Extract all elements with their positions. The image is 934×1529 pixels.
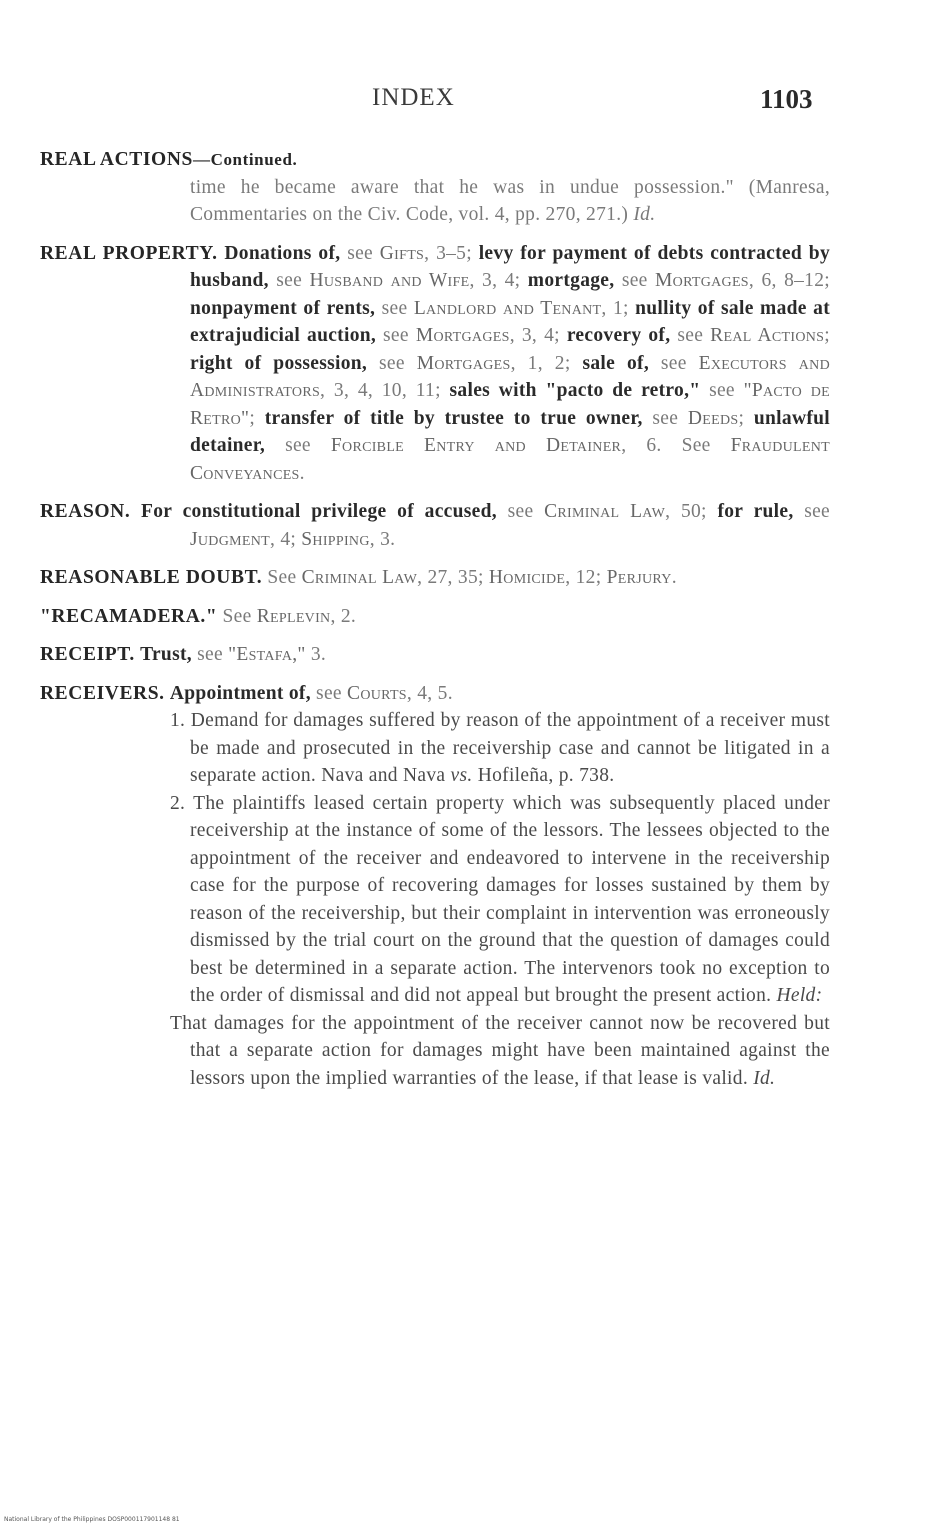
cross-ref: Perjury: [606, 567, 672, 588]
ref-nums: , 2.: [330, 605, 357, 627]
cross-ref: Deeds: [687, 407, 739, 429]
entry-heading: REASON.: [40, 501, 131, 522]
ref-nums: , 3, 4;: [469, 270, 528, 291]
index-entries: [40, 146, 830, 1103]
see-text: See: [217, 605, 257, 627]
cross-ref: Criminal Law: [301, 567, 418, 588]
see-text: see: [793, 501, 831, 522]
holding-text: That damages for the appointment of the receiver cannot now be recovered but that a separate action for damages might have been maintained against the lessors upon the implied warranties of the lease, if that lease is valid.: [170, 1012, 830, 1089]
entry-recamadera: [40, 603, 830, 631]
subentry: recovery of,: [566, 325, 671, 346]
ref-nums: ;: [738, 407, 754, 429]
cross-ref: Replevin: [256, 605, 331, 627]
entry-real-actions: [40, 146, 830, 229]
cross-ref: "Pacto de Retro": [190, 380, 831, 429]
see-text: see: [642, 407, 688, 429]
ref-nums: , 27, 35;: [417, 567, 489, 588]
entry-heading: "RECAMADERA.": [40, 605, 218, 627]
entry-heading: RECEIVERS.: [40, 682, 165, 704]
page-number: 1103: [760, 84, 813, 114]
subentry: Trust,: [140, 644, 192, 665]
cross-ref: Fraudulent Conveyances: [190, 435, 830, 484]
see-text: see: [376, 325, 416, 346]
ref-nums: , 3–5;: [424, 242, 479, 264]
paragraph-number: 1.: [170, 710, 186, 731]
see-text: see: [375, 297, 414, 319]
see-text: see: [700, 380, 744, 401]
entry-heading: REASONABLE DOUBT.: [40, 567, 263, 588]
ref-nums: , 50;: [665, 501, 718, 522]
running-head: [0, 84, 934, 124]
cross-ref: Judgment: [190, 528, 270, 550]
ref-nums: , 3, 4;: [509, 325, 567, 346]
subentry: levy for payment of debts contracted by husband,: [190, 242, 830, 291]
ref-nums: , 6, 8–12;: [748, 270, 830, 291]
see-text: see: [496, 501, 545, 522]
entry-text-body: time he became aware that he was in undue possession." (Manresa, Commentaries on the Civ. Code, vol. 4, pp. 270, 271.): [190, 176, 830, 225]
cross-ref: Courts: [347, 682, 407, 704]
cross-ref: Shipping: [301, 528, 370, 550]
cross-ref: Gifts: [379, 242, 425, 264]
entry-ref: Id.: [633, 204, 656, 225]
holding-paragraph: [40, 1010, 830, 1093]
cross-ref: Criminal Law: [544, 501, 666, 522]
ref-nums: , 3.: [369, 528, 396, 550]
entry-receipt: [40, 641, 830, 669]
entry-heading: REAL ACTIONS: [40, 149, 193, 170]
ref-nums: , 3, 4, 10, 11;: [320, 380, 450, 401]
subentry: nullity of sale made at extrajudicial auction,: [190, 297, 830, 346]
entry-heading: REAL PROPERTY.: [40, 242, 218, 264]
see-text: see: [649, 352, 699, 374]
ref-nums: 3.: [305, 644, 327, 665]
continued-label: —Continued.: [192, 150, 298, 169]
subentry: for rule,: [717, 501, 794, 522]
subentry: sale of,: [582, 352, 649, 374]
paragraph-number: 2.: [170, 792, 186, 814]
subentry: For constitutional privilege of accused,: [141, 501, 497, 522]
ref-nums: ;: [249, 407, 265, 429]
subentry: sales with "pacto de retro,": [449, 380, 701, 401]
entry-ref: Id.: [753, 1067, 776, 1089]
cross-ref: Executors and Administrators: [190, 352, 830, 401]
ref-nums: , 4, 5.: [406, 682, 453, 704]
numbered-paragraph: [40, 707, 830, 790]
subentry: unlawful detainer,: [190, 407, 830, 456]
see-text: see: [310, 682, 348, 704]
see-text: see: [670, 325, 711, 346]
ref-nums: ;: [824, 325, 830, 346]
ref-nums: , 4;: [269, 528, 302, 550]
see-text: see: [340, 242, 380, 264]
scan-footer: National Library of the Philippines DOSP000117901148 81: [4, 1516, 180, 1523]
see-text: see: [367, 352, 417, 374]
cross-ref: Husband and Wife: [309, 270, 470, 291]
see-text: see: [614, 270, 656, 291]
ref-nums: .: [671, 567, 677, 588]
subentry: right of possession,: [190, 352, 368, 374]
running-head-title: INDEX: [372, 84, 455, 111]
see-text: see: [191, 644, 229, 665]
entry-receivers: [40, 680, 830, 1093]
ref-nums: .: [299, 462, 305, 484]
ref-nums: , 1, 2;: [510, 352, 583, 374]
paragraph-text: Demand for damages suffered by reason of the appointment of a receiver must be made and prosecuted in the receivership case and cannot be litigated in a separate action. Nava and Nava: [190, 710, 830, 786]
cross-ref: "Estafa,": [228, 644, 306, 665]
see-text: see: [268, 270, 310, 291]
ref-nums: , 1;: [601, 297, 636, 319]
subentry: transfer of title by trustee to true owner,: [264, 407, 643, 429]
paragraph-text: The plaintiffs leased certain property which was subsequently placed under receivership at the instance of some of the lessors. The lessees objected to the appointment of the receiver and endeavored to intervene in the receivership case for the purpose of recovering damages for losses sustained by them by reason of the receivership, but their complaint in intervention was erroneously dismissed by the trial court on the ground that the question of damages could best be determined in a separate action. The intervenors took no exception to the order of dismissal and did not appeal but brought the present action.: [190, 792, 830, 1006]
ref-nums: , 6. See: [621, 435, 731, 456]
versus-abbrev: vs.: [450, 765, 473, 786]
see-text: See: [262, 567, 302, 588]
cross-ref: Mortgages: [655, 270, 749, 291]
cross-ref: Homicide: [488, 567, 566, 588]
cross-ref: Real Actions: [710, 325, 825, 346]
paragraph-text-end: Hofileña, p. 738.: [472, 765, 615, 786]
entry-text: [40, 174, 830, 229]
entry-real-property: [40, 240, 830, 488]
entry-reason: [40, 498, 830, 553]
see-text: see: [265, 435, 331, 456]
subentry: Donations of,: [224, 242, 341, 264]
cross-ref: Forcible Entry and Detainer: [330, 435, 622, 456]
subentry: mortgage,: [527, 270, 615, 291]
subentry: nonpayment of rents,: [190, 297, 376, 319]
held-label: Held:: [776, 985, 823, 1006]
cross-ref: Mortgages: [415, 325, 510, 346]
numbered-paragraph: [40, 790, 830, 1010]
subentry: Appointment of,: [169, 682, 311, 704]
ref-nums: , 12;: [565, 567, 607, 588]
cross-ref: Landlord and Tenant: [413, 297, 602, 319]
entry-reasonable-doubt: [40, 564, 830, 592]
entry-heading: RECEIPT.: [40, 644, 135, 665]
cross-ref: Mortgages: [416, 352, 511, 374]
